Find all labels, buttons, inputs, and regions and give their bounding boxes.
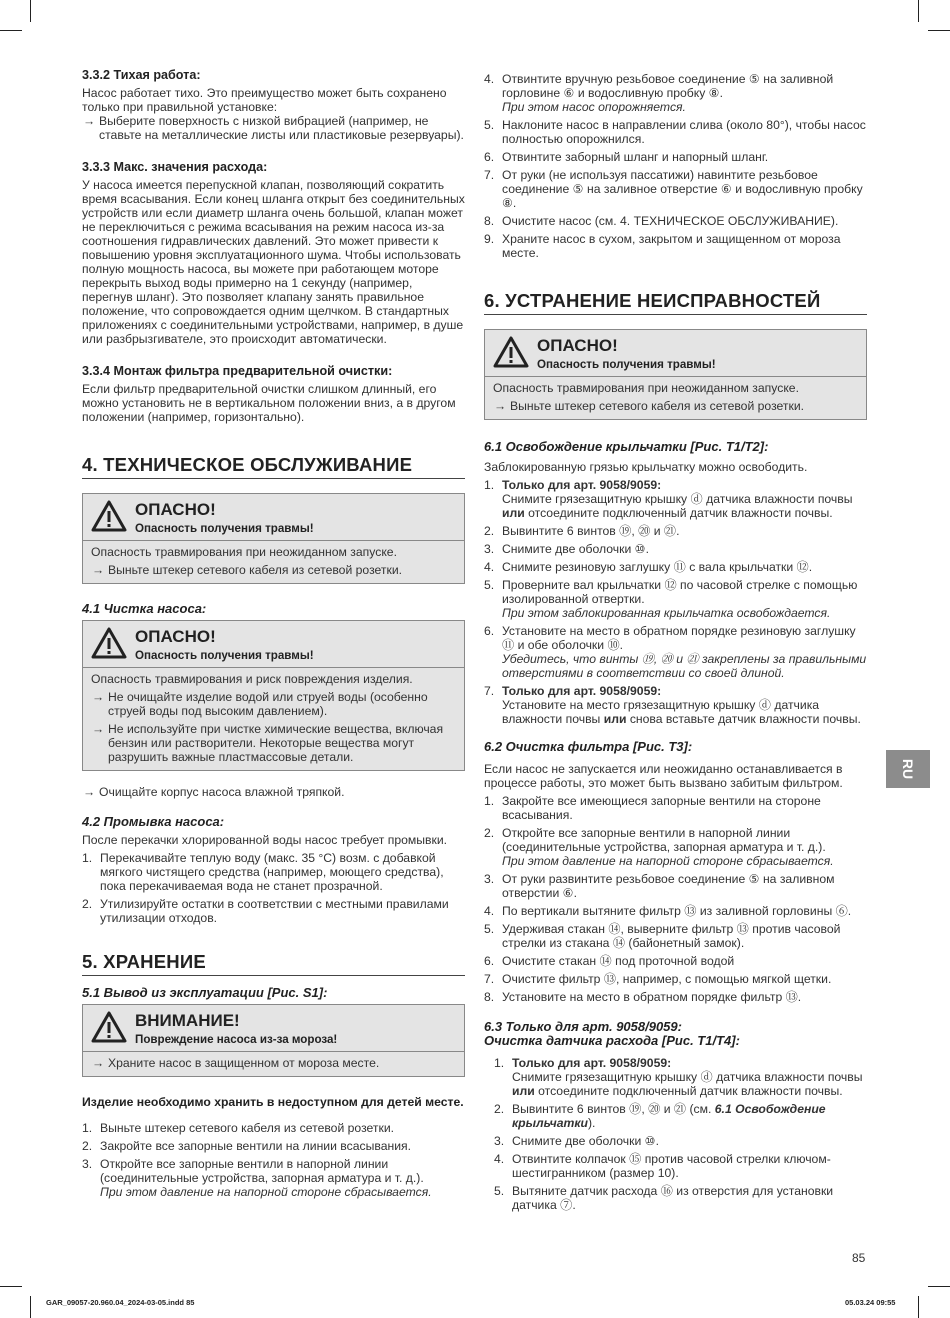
warning-box bbox=[82, 620, 465, 771]
footer-file: GAR_09057-20.960.04_2024-03-05.indd 85 bbox=[46, 1298, 195, 1307]
list-item: 1. Закройте все имеющиеся запорные вентили на стороне всасывания. bbox=[484, 794, 821, 822]
warning-subtitle: Повреждение насоса из-за мороза! bbox=[135, 1033, 338, 1046]
crop-mark bbox=[918, 0, 919, 22]
section-title: 6.2 Очистка фильтра [Рис. T3]: bbox=[484, 739, 693, 754]
section-title: 6.3 Только для арт. 9058/9059: Очистка датчика расхода [Рис. T1/T4]: bbox=[484, 1019, 740, 1048]
right-column bbox=[484, 68, 867, 1216]
numbered-list bbox=[484, 1056, 867, 1212]
chapter-title: 4. ТЕХНИЧЕСКОЕ ОБСЛУЖИВАНИЕ bbox=[82, 458, 465, 479]
paragraph: Заблокированную грязью крыльчатку можно освободить. bbox=[484, 460, 808, 474]
list-item: 2. Откройте все запорные вентили в напорной линии (соединительные устройства, запорная арматура и т. д.). При этом давление на напорной стороне сбрасывается. bbox=[484, 826, 834, 868]
warning-text: Опасность травмирования при неожиданном запуске. bbox=[91, 545, 397, 559]
numbered-list bbox=[82, 1121, 465, 1199]
list-item: 8. Установите на место в обратном порядке фильтр ⑬. bbox=[484, 990, 802, 1004]
warning-title: ОПАСНО! bbox=[537, 336, 618, 355]
arrow-item: → Не очищайте изделие водой или струей воды (особенно струей воды под высоким давлением). bbox=[91, 690, 456, 718]
warning-text: Опасность травмирования при неожиданном запуске. bbox=[493, 381, 799, 395]
list-item: 6. Установите на место в обратном порядке резиновую заглушку ⑪ и обе оболочки ⑩. Убедитесь, что винты ⑲, ⑳ и ㉑ закреплены за правильными отверстиями в соответствии со своей длиной. bbox=[484, 624, 867, 680]
section-title: 4.2 Промывка насоса: bbox=[82, 814, 225, 829]
warning-title: ОПАСНО! bbox=[135, 627, 216, 646]
list-item: 5. Вытяните датчик расхода ⑯ из отверстия для установки датчика ⑦. bbox=[494, 1184, 834, 1212]
warning-title: ВНИМАНИЕ! bbox=[135, 1011, 240, 1030]
arrow-item: → Выньте штекер сетевого кабеля из сетевой розетки. bbox=[91, 563, 456, 577]
crop-mark bbox=[30, 0, 31, 22]
language-tab: RU bbox=[886, 750, 930, 788]
warning-subtitle: Опасность получения травмы! bbox=[135, 522, 314, 535]
chapter-title: 5. ХРАНЕНИЕ bbox=[82, 955, 465, 976]
warning-triangle-icon bbox=[493, 336, 529, 368]
crop-mark bbox=[30, 1296, 31, 1318]
list-item: 3. Снимите две оболочки ⑩. bbox=[494, 1134, 659, 1148]
paragraph: У насоса имеется перепускной клапан, позволяющий сократить время всасывания. Если конец шланга открыт без соединительных устройств или если диаметр шланга очень большой, клапан может не переключиться с режима всасывания на режим насоса из-за соотношения гидравлических давлений. Это может привести к повышению уровня эксплуатационного шума. Чтобы использовать полную мощность насоса, вы можете при работающем моторе перекрыть выход воды примерно на 1 секунду (например, перегнув шланг). Это позволяет клапану занять правильное положение, что сопровождается одним щелчком. В стандартных приложениях с соединительными устройствами, например, в душе или разбрызгивателе, это происходит автоматически. bbox=[82, 178, 465, 346]
crop-mark bbox=[0, 30, 22, 31]
list-item: 2. Утилизируйте остатки в соответствии с местными правилами утилизации отходов. bbox=[82, 897, 449, 925]
warning-text: Опасность травмирования и риск повреждения изделия. bbox=[91, 672, 413, 686]
paragraph: Если фильтр предварительной очистки слишком длинный, его можно установить не в вертикальном положении вниз, а в другом положении (например, горизонтально). bbox=[82, 382, 456, 424]
list-item: 2. Вывинтите 6 винтов ⑲, ⑳ и ㉑ (см. 6.1 Освобождение крыльчатки). bbox=[494, 1102, 826, 1130]
list-item: 2. Вывинтите 6 винтов ⑲, ⑳ и ㉑. bbox=[484, 524, 680, 538]
list-item: 4. Отвинтите вручную резьбовое соединение ⑤ на заливной горловине ⑥ и водосливную пробку ⑧. При этом насос опорожняется. bbox=[484, 72, 834, 114]
warning-subtitle: Опасность получения травмы! bbox=[135, 649, 314, 662]
crop-mark bbox=[918, 1296, 919, 1318]
arrow-item: → Выберите поверхность с низкой вибрацией (например, не ставьте на металлические листы или пластиковые резервуары). bbox=[82, 114, 465, 142]
list-item: 1. Выньте штекер сетевого кабеля из сетевой розетки. bbox=[82, 1121, 395, 1135]
warning-triangle-icon bbox=[91, 627, 127, 659]
arrow-item: → Выньте штекер сетевого кабеля из сетевой розетки. bbox=[493, 399, 858, 413]
numbered-list bbox=[484, 478, 867, 726]
list-item: 5. Проверните вал крыльчатки ⑫ по часовой стрелке с помощью изолированной отвертки. При этом заблокированная крыльчатка освобождается. bbox=[484, 578, 858, 620]
list-item: 3. Снимите две оболочки ⑩. bbox=[484, 542, 649, 556]
list-item: 9. Храните насос в сухом, закрытом и защищенном от мороза месте. bbox=[484, 232, 841, 260]
bold-note: Изделие необходимо хранить в недоступном для детей месте. bbox=[82, 1095, 464, 1109]
paragraph: Насос работает тихо. Это преимущество может быть сохранено только при правильной установке: bbox=[82, 86, 447, 114]
warning-subtitle: Опасность получения травмы! bbox=[537, 358, 716, 371]
section-title: 4.1 Чистка насоса: bbox=[82, 601, 207, 616]
warning-triangle-icon bbox=[91, 1011, 127, 1043]
list-item: 5. Наклоните насос в направлении слива (около 80°), чтобы насос полностью опорожнился. bbox=[484, 118, 866, 146]
list-item: 4. По вертикали вытяните фильтр ⑬ из заливной горловины ⑥. bbox=[484, 904, 852, 918]
footer-date: 05.03.24 09:55 bbox=[845, 1298, 896, 1307]
arrow-item: → Не используйте при чистке химические вещества, включая бензин или растворители. Некоторые вещества могут разрушить важные пластмассовые детали. bbox=[91, 722, 456, 764]
list-item: 7. Очистите фильтр ⑬, например, с помощью мягкой щетки. bbox=[484, 972, 832, 986]
warning-box bbox=[82, 493, 465, 584]
crop-mark bbox=[928, 1286, 950, 1287]
numbered-list bbox=[484, 72, 867, 260]
list-item: 3. От руки развинтите резьбовое соединение ⑤ на заливном отверстии ⑥. bbox=[484, 872, 835, 900]
list-item: 6. Отвинтите заборный шланг и напорный шланг. bbox=[484, 150, 769, 164]
list-item: 7. От руки (не используя пассатижи) навинтите резьбовое соединение ⑤ на заливное отверстие ⑥ и водосливную пробку ⑧. bbox=[484, 168, 863, 210]
numbered-list bbox=[484, 794, 867, 1004]
list-item: 6. Очистите стакан ⑭ под проточной водой bbox=[484, 954, 735, 968]
list-item: 1. Только для арт. 9058/9059: Снимите грязезащитную крышку ⓓ датчика влажности почвы или отсоедините подключенный датчик влажности почвы. bbox=[484, 478, 853, 520]
numbered-list bbox=[82, 851, 465, 925]
arrow-item: → Очищайте корпус насоса влажной тряпкой. bbox=[82, 785, 465, 799]
warning-box bbox=[82, 1004, 465, 1077]
crop-mark bbox=[928, 30, 950, 31]
list-item: 3. Откройте все запорные вентили в напорной линии (соединительные устройства, запорная арматура и т. д.). При этом давление на напорной стороне сбрасывается. bbox=[82, 1157, 432, 1199]
left-column bbox=[82, 68, 465, 1203]
section-title: 6.1 Освобождение крыльчатки [Рис. T1/T2]: bbox=[484, 439, 769, 454]
warning-triangle-icon bbox=[91, 500, 127, 532]
paragraph: Если насос не запускается или неожиданно останавливается в процессе работы, это может быть вызвано забитым фильтром. bbox=[484, 762, 843, 790]
warning-title: ОПАСНО! bbox=[135, 500, 216, 519]
paragraph: После перекачки хлорированной воды насос требует промывки. bbox=[82, 833, 448, 847]
list-item: 7. Только для арт. 9058/9059: Установите на место грязезащитную крышку ⓓ датчика влажности почвы или снова вставьте датчик влажности почвы. bbox=[484, 684, 861, 726]
list-item: 2. Закройте все запорные вентили на линии всасывания. bbox=[82, 1139, 412, 1153]
section-title: 3.3.4 Монтаж фильтра предварительной очистки: bbox=[82, 364, 393, 378]
warning-box bbox=[484, 329, 867, 420]
chapter-title: 6. УСТРАНЕНИЕ НЕИСПРАВНОСТЕЙ bbox=[484, 294, 867, 315]
crop-mark bbox=[0, 1286, 22, 1287]
page-number: 85 bbox=[852, 1251, 866, 1265]
section-title: 3.3.2 Тихая работа: bbox=[82, 68, 201, 82]
list-item: 8. Очистите насос (см. 4. ТЕХНИЧЕСКОЕ ОБСЛУЖИВАНИЕ). bbox=[484, 214, 839, 228]
arrow-item: → Храните насос в защищенном от мороза месте. bbox=[91, 1056, 456, 1070]
list-item: 4. Отвинтите колпачок ⑮ против часовой стрелки ключом-шестигранником (размер 10). bbox=[494, 1152, 831, 1180]
section-title: 5.1 Вывод из эксплуатации [Рис. S1]: bbox=[82, 985, 328, 1000]
section-title: 3.3.3 Макс. значения расхода: bbox=[82, 160, 268, 174]
list-item: 1. Перекачивайте теплую воду (макс. 35 °C) возм. с добавкой мягкого чистящего средства (например, моющего средства), пока перекачиваемая вода не станет прозрачной. bbox=[82, 851, 444, 893]
list-item: 4. Снимите резиновую заглушку ⑪ с вала крыльчатки ⑫. bbox=[484, 560, 813, 574]
list-item: 5. Удерживая стакан ⑭, выверните фильтр ⑬ против часовой стрелки из стакана ⑭ (байонетный замок). bbox=[484, 922, 841, 950]
list-item: 1. Только для арт. 9058/9059: Снимите грязезащитную крышку ⓓ датчика влажности почвы или отсоедините подключенный датчик влажности почвы. bbox=[494, 1056, 863, 1098]
